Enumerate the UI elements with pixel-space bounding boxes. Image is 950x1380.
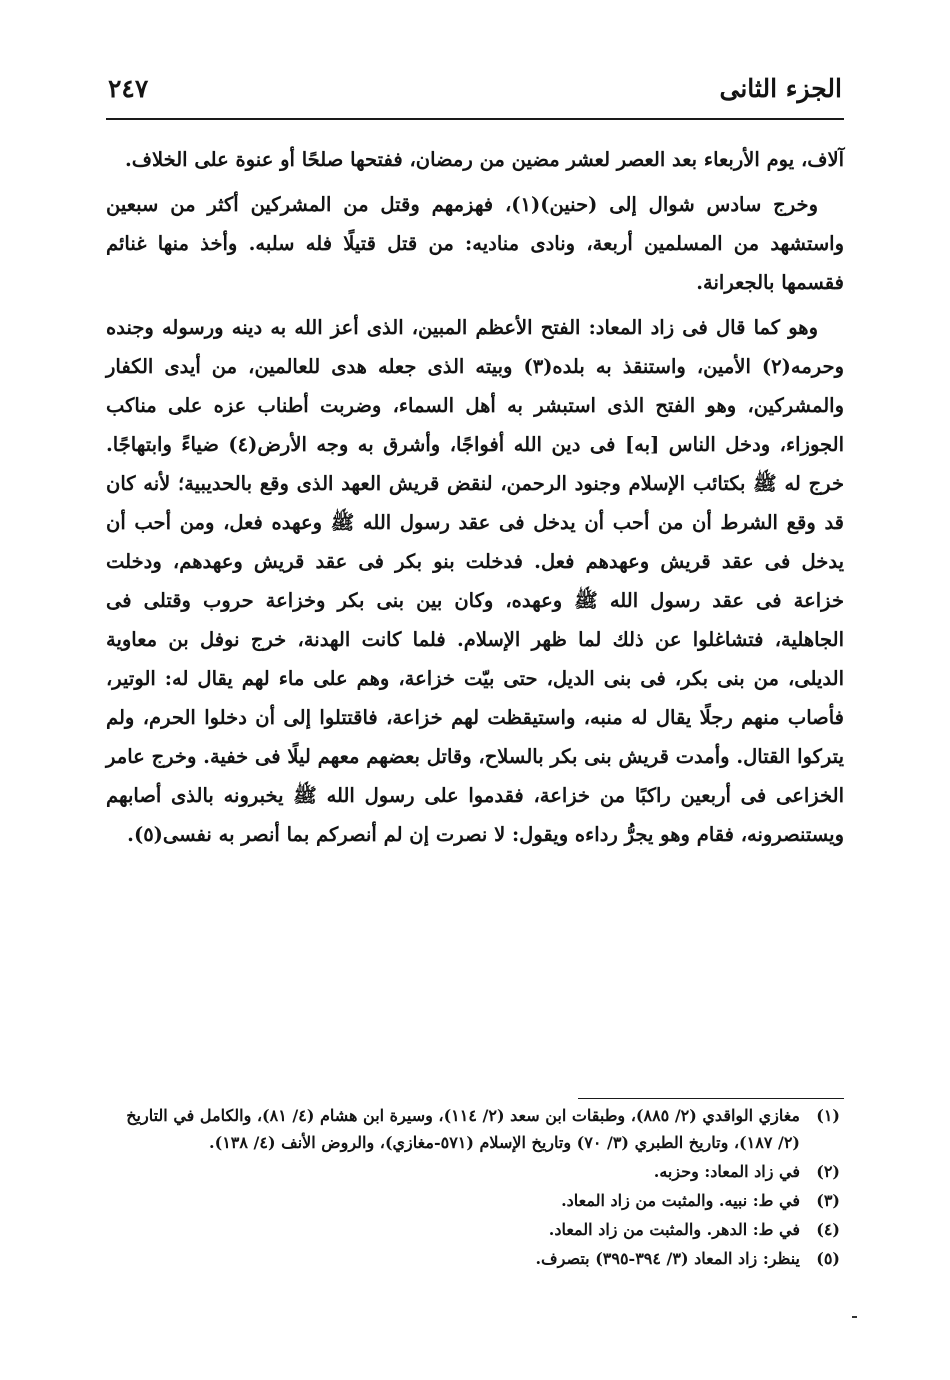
footnote-number: (٣) [816, 1191, 840, 1210]
footnote-number: (٥) [816, 1249, 840, 1268]
paragraph: آلاف، يوم الأربعاء بعد العصر لعشر مضين من رمضان، ففتحها صلحًا أو عنوة على الخلاف. [125, 148, 844, 171]
paragraph: وهو كما قال فى زاد المعاد: الفتح الأعظم المبين، الذى أعز الله به دينه ورسوله وجنده وحرمه(٢) الأمين، واستنقذ به بلده(٣) وبيته الذى جعله هدى للعالمين، من أيدى الكفار والمشركين، وهو الفتح الذى استبشر به أهل السماء، وضربت أطناب عزه على مناكب الجوزاء، ودخل الناس [به] فى دين الله أفواجًا، وأشرق به وجه الأرض(٤) ضياءً وابتهاجًا. خرج له ﷺ بكتائب الإسلام وجنود الرحمن، لنقض قريش العهد الذى وقع بالحديبية؛ لأنه كان قد وقع الشرط أن من أحب أن يدخل فى عقد رسول الله ﷺ وعهده فعل، ومن أحب أن يدخل فى عقد قريش وعهدهم فعل. فدخلت بنو بكر فى عقد قريش وعهدهم، ودخلت خزاعة فى عقد رسول الله ﷺ وعهده، وكان بين بنى بكر وخزاعة حروب وقتلى فى الجاهلية، فتشاغلوا عن ذلك لما ظهر الإسلام. فلما كانت الهدنة، خرج نوفل بن معاوية الديلى، من بنى بكر، فى بنى الديل، حتى بيّت خزاعة، وهم على ماء لهم يقال له: الوتير، فأصاب منهم رجلًا يقال له منبه، واستيقظت لهم خزاعة، فاقتتلوا إلى أن دخلوا الحرم، ولم يتركوا القتال. وأمدت قريش بنى بكر بالسلاح، وقاتل بعضهم معهم ليلًا فى خفية. وخرج عامر الخزاعى فى أربعين راكبًا من خزاعة، فقدموا على رسول الله ﷺ يخبرونه بالذى أصابهم ويستنصرونه، فقام وهو يجرُّ رداءه ويقول: لا نصرت إن لم أنصركم بما أنصر به نفسى(٥). [106, 316, 845, 846]
footnote [106, 1216, 840, 1243]
footnote-divider [578, 1098, 844, 1099]
page-number: ٢٤٧ [108, 74, 149, 103]
footnote-number: (٢) [816, 1162, 840, 1181]
footnote-text: مغازي الواقدي (٢/ ٨٨٥)، وطبقات ابن سعد (٢/ ١١٤)، وسيرة ابن هشام (٤/ ٨١)، والكامل في التاريخ (٢/ ١٨٧)، وتاريخ الطبري (٣/ ٧٠) وتاريخ الإسلام (٥٧١-مغازي)، والروض الأنف (٤/ ١٣٨). [126, 1106, 800, 1152]
main-text [106, 140, 844, 860]
paragraph: وخرج سادس شوال إلى (حنين)(١)، فهزمهم وقتل من المشركين أكثر من سبعين واستشهد من المسلمين أربعة، ونادى مناديه: من قتل قتيلًا فله سلبه. وأخذ منها غنائم فقسمها بالجعرانة. [106, 193, 844, 294]
footnote-text: في ط: نبيه. والمثبت من زاد المعاد. [561, 1191, 800, 1210]
footnote [106, 1245, 840, 1272]
footnote [106, 1187, 840, 1214]
footnote-number: (٤) [816, 1220, 840, 1239]
footnote-text: في ط: الدهر. والمثبت من زاد المعاد. [548, 1220, 800, 1239]
footnotes [106, 1102, 840, 1274]
footnote-text: ينظر: زاد المعاد (٣/ ٣٩٤-٣٩٥) بتصرف. [535, 1249, 800, 1268]
page-header [106, 68, 844, 120]
running-title: الجزء الثانى [719, 74, 842, 103]
footnote [106, 1158, 840, 1185]
footnote-number: (١) [816, 1106, 840, 1125]
scan-mark [852, 1316, 857, 1318]
footnote [106, 1102, 840, 1156]
footnote-text: في زاد المعاد: وحزبه. [653, 1162, 800, 1181]
